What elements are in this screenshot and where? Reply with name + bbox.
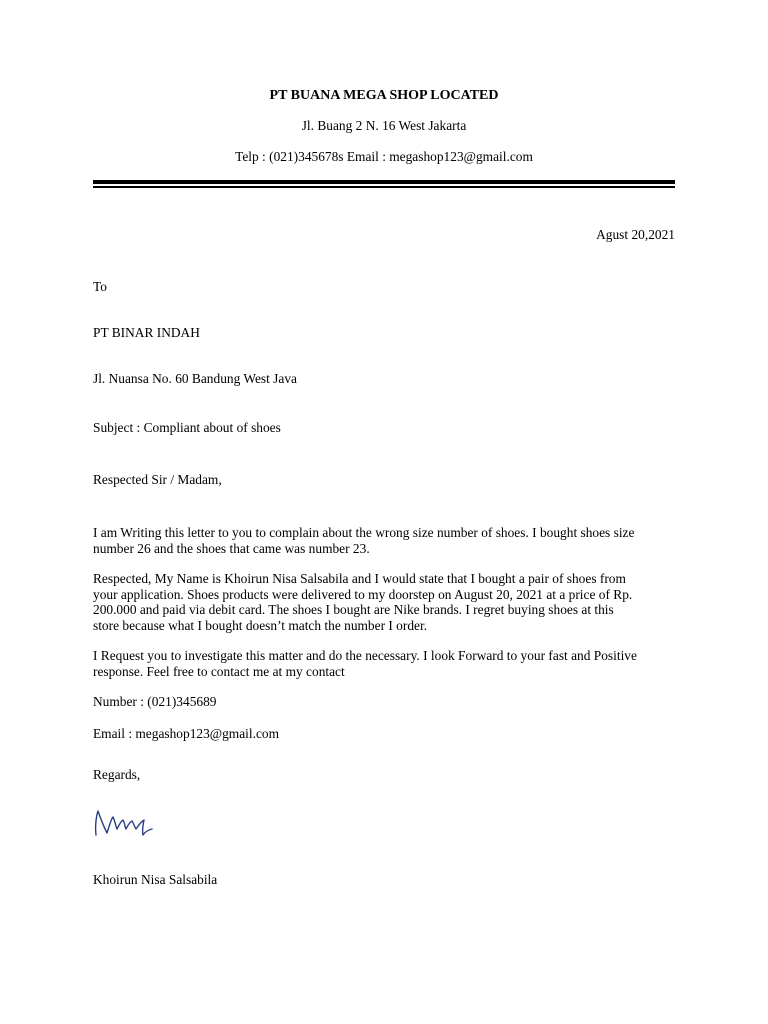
- body-paragraph-2: [93, 571, 683, 633]
- company-name: PT BUANA MEGA SHOP LOCATED: [269, 88, 499, 103]
- body-line: 200.000 and paid via debit card. The shoes I bought are Nike brands. I regret buying shoes at this: [93, 602, 614, 617]
- letterhead-rule-thick: [93, 180, 675, 184]
- body-paragraph-1: [93, 525, 683, 556]
- body-line: number 26 and the shoes that came was number 23.: [93, 540, 370, 556]
- body-line: store because what I bought doesn’t match the number I order.: [93, 617, 428, 633]
- body-line: I Request you to investigate this matter and do the necessary. I look Forward to your fast and Positive: [93, 648, 637, 663]
- body-line: I am Writing this letter to you to complain about the wrong size number of shoes. I bought shoes size: [93, 525, 635, 540]
- contact-email: Email : megashop123@gmail.com: [93, 726, 280, 741]
- contact-number: Number : (021)345689: [93, 694, 217, 709]
- closing: Regards,: [93, 767, 141, 782]
- body-line: response. Feel free to contact me at my contact: [93, 663, 345, 679]
- company-contact: Telp : (021)345678s Email : megashop123@gmail.com: [235, 149, 533, 164]
- letter-subject: Subject : Compliant about of shoes: [93, 420, 281, 435]
- body-line: your application. Shoes products were delivered to my doorstep on August 20, 2021 at a price of Rp.: [93, 586, 633, 602]
- body-paragraph-3: [93, 648, 683, 679]
- body-line: Respected, My Name is Khoirun Nisa Salsabila and I would state that I bought a pair of shoes from: [93, 571, 626, 586]
- recipient-name: PT BINAR INDAH: [93, 325, 200, 340]
- salutation: Respected Sir / Madam,: [93, 472, 222, 487]
- company-address: Jl. Buang 2 N. 16 West Jakarta: [301, 118, 467, 133]
- letter-date: Agust 20,2021: [596, 227, 675, 242]
- letterhead-rule-thin: [93, 186, 675, 188]
- handwritten-signature: [90, 803, 156, 843]
- recipient-address: Jl. Nuansa No. 60 Bandung West Java: [93, 371, 297, 386]
- signer-name: Khoirun Nisa Salsabila: [93, 872, 218, 887]
- recipient-to: To: [93, 279, 107, 294]
